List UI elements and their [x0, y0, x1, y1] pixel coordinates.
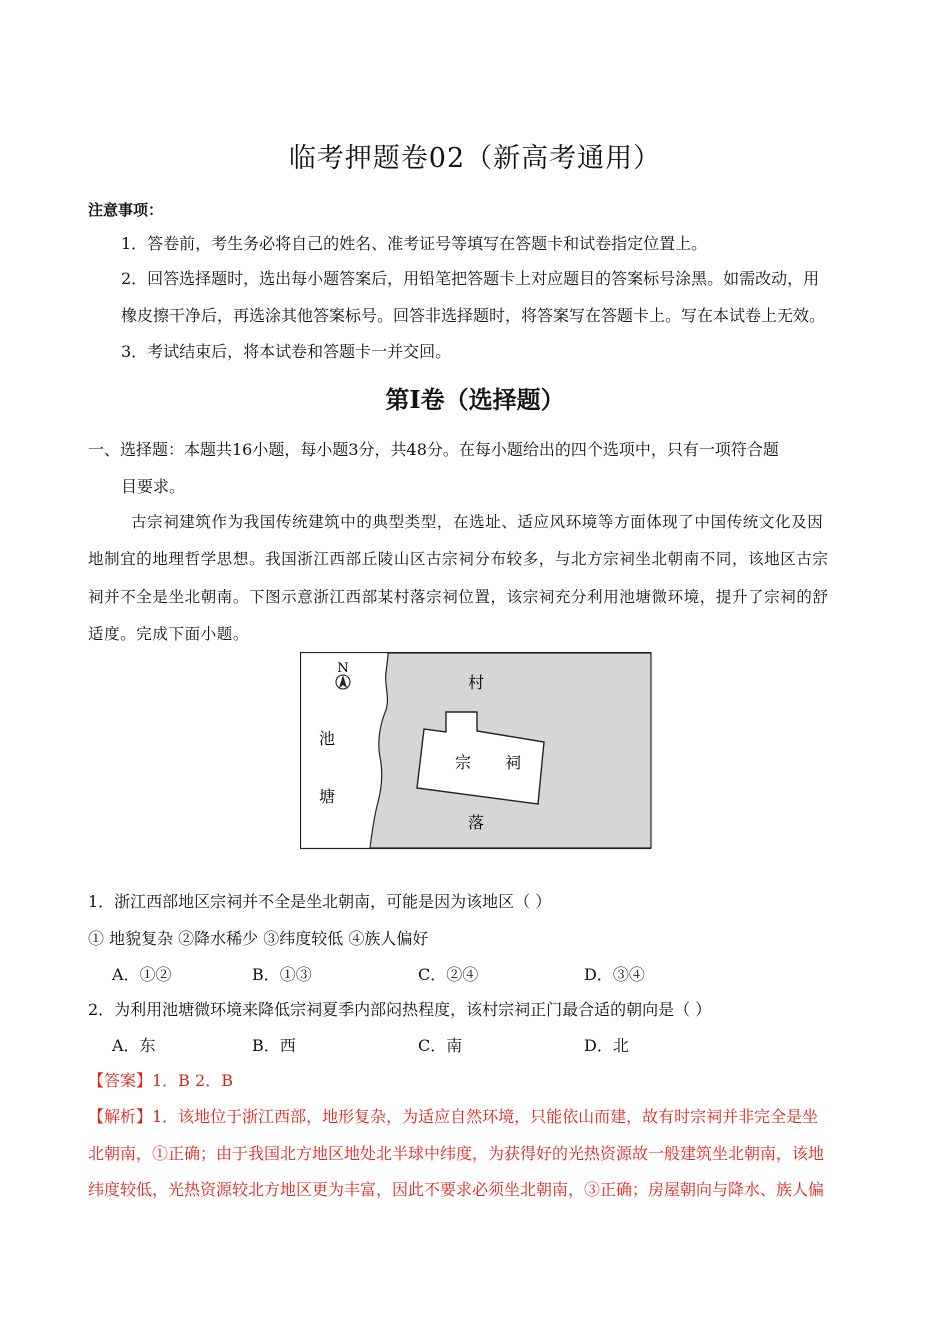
pond-label-1: 池: [318, 729, 336, 748]
analysis-line-2: 北朝南，①正确；由于我国北方地区地处北半球中纬度，为获得好的光热资源故一般建筑坐北朝南，该地: [88, 1144, 825, 1163]
passage-line-4: 适度。完成下面小题。: [88, 625, 250, 643]
question-2-stem: 2．为利用池塘微环境来降低宗祠夏季内部闷热程度，该村宗祠正门最合适的朝向是（ ）: [88, 1000, 712, 1019]
analysis-line-1: 【解析】1．该地位于浙江西部，地形复杂，为适应自然环境，只能依山而建，故有时宗祠并非完全是坐: [88, 1107, 819, 1126]
notice-heading: 注意事项：: [88, 201, 164, 219]
question-1-option-b: B．①③: [252, 965, 312, 984]
passage-line-2: 地制宜的地理哲学思想。我国浙江西部丘陵山区古宗祠分布较多，与北方宗祠坐北朝南不同，该地区古宗: [88, 550, 829, 568]
part1-instruction-line-2: 目要求。: [121, 477, 186, 496]
village-label-1: 村: [467, 673, 485, 692]
notice-item-2-line-1: 2．回答选择题时，选出每小题答案后，用铅笔把答题卡上对应题目的答案标号涂黑。如需改动，用: [121, 269, 820, 288]
question-1-option-c: C．②④: [418, 965, 479, 984]
notice-item-2-line-2: 橡皮擦干净后，再选涂其他答案标号。回答非选择题时，将答案写在答题卡上。写在本试卷上无效。: [121, 306, 826, 325]
part1-instruction-line-1: 一、选择题：本题共16小题，每小题3分，共48分。在每小题给出的四个选项中，只有一项符合题: [88, 440, 779, 459]
question-1-option-d: D．③④: [584, 965, 645, 984]
question-1-option-a: A．①②: [112, 965, 172, 984]
answer-line: 【答案】1．B 2．B: [88, 1071, 233, 1090]
temple-label-1: 宗: [454, 753, 472, 772]
temple-location-map: [300, 652, 652, 850]
question-2-option-a: A．东: [112, 1036, 156, 1055]
question-1-factors: ① 地貌复杂 ②降水稀少 ③纬度较低 ④族人偏好: [88, 929, 429, 948]
village-label-2: 落: [467, 813, 485, 832]
section-title: 第Ⅰ卷（选择题）: [385, 385, 565, 414]
notice-item-1: 1．答卷前，考生务必将自己的姓名、准考证号等填写在答题卡和试卷指定位置上。: [121, 234, 708, 253]
page-title: 临考押题卷02（新高考通用）: [288, 143, 662, 174]
pond-label-2: 塘: [318, 787, 336, 806]
passage-line-3: 祠并不全是坐北朝南。下图示意浙江西部某村落宗祠位置，该宗祠充分利用池塘微环境，提升了宗祠的舒: [88, 588, 829, 606]
question-2-option-c: C．南: [418, 1036, 463, 1055]
north-label: N: [337, 661, 349, 676]
question-1-stem: 1．浙江西部地区宗祠并不全是坐北朝南，可能是因为该地区（ ）: [88, 892, 552, 911]
question-2-option-b: B．西: [252, 1036, 296, 1055]
notice-item-3: 3．考试结束后，将本试卷和答题卡一并交回。: [121, 342, 452, 361]
analysis-line-3: 纬度较低，光热资源较北方地区更为丰富，因此不要求必须坐北朝南，③正确；房屋朝向与降水、族人偏: [88, 1180, 825, 1199]
passage-line-1: 古宗祠建筑作为我国传统建筑中的典型类型，在选址、适应风环境等方面体现了中国传统文化及因: [131, 513, 824, 531]
temple-label-2: 祠: [504, 753, 522, 772]
question-2-option-d: D．北: [584, 1036, 629, 1055]
